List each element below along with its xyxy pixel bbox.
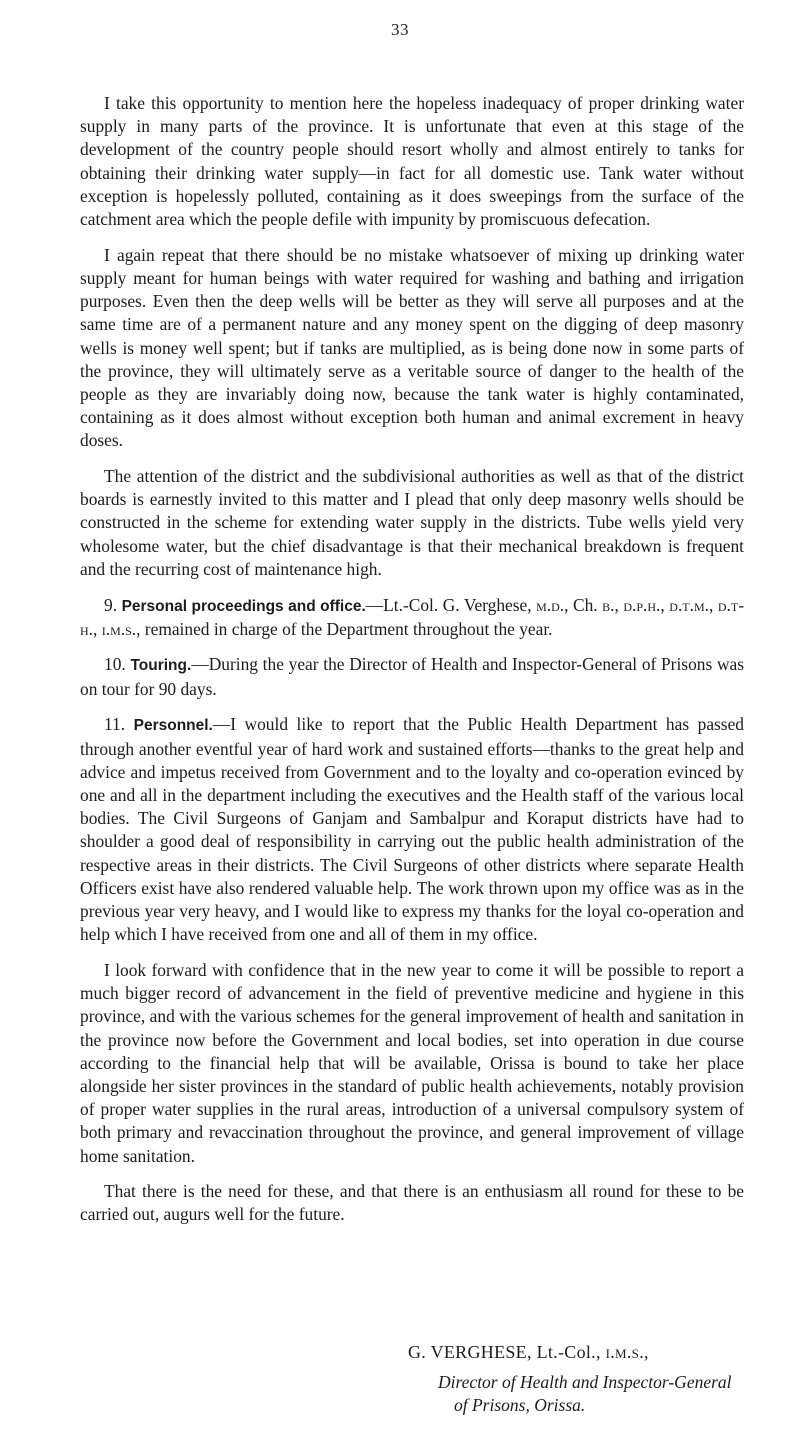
degree-abbreviation: d.t.m. <box>669 594 709 615</box>
section-text: , Ch. <box>564 594 603 615</box>
section-personal-proceedings <box>80 594 744 641</box>
section-touring <box>80 653 744 700</box>
paragraph-deep-wells: I again repeat that there should be no mistake whatsoever of mixing up drinking water supply meant for human beings with water required for washing and bathing and irrigation purposes. Even then the deep wells will be better as they will serve all purposes and at the same time are of a permanent nature and any money spent on the digging of deep masonry wells is money well spent; but if tanks are multiplied, as is being done now in some parts of the province, they will ultimately serve as a veritable source of danger to the health of the people as they are invariably doing now, because the tank water is highly contaminated, containing as it does almost without exception both human and animal excrement in heavy doses. <box>80 244 744 451</box>
paragraph-look-forward: I look forward with confidence that in the new year to come it will be possible to report a much bigger record of advancement in the field of preventive medicine and hygiene in this province, and with the various schemes for the general improvement of health and sanitation in the province now before the Government and local bodies, set into operation in due course according to the financial help that will be available, Orissa is bound to take her place alongside her sister provinces in the standard of public health achievements, notably provision of proper water supplies in the rural areas, introduction of a universal compulsory system of both primary and revaccination throughout the province, and general improvement of village home sanitation. <box>80 959 744 1166</box>
section-personnel <box>80 713 744 946</box>
degree-abbreviation: m.d. <box>536 594 565 615</box>
body-text <box>80 92 744 1227</box>
degree-abbreviation: d.p.h. <box>623 594 661 615</box>
section-text: , <box>614 594 624 615</box>
section-text: , <box>709 594 718 615</box>
degree-abbreviation: d.t-h. <box>80 594 744 639</box>
paragraph-need: That there is the need for these, and that there is an enthusiasm all round for these to be carried out, augurs well for the future. <box>80 1181 744 1225</box>
section-number: 9. <box>104 594 118 615</box>
section-heading: Touring. <box>130 657 192 675</box>
section-text: , remained in charge of the Department throughout the year. <box>136 618 553 639</box>
section-text: —I would like to report that the Public Health Department has passed through another eventful year of hard work and sustained efforts—thanks to the great help and advice and impetus received from Government and to the loyalty and co-operation evinced by one and all in the department including the executives and the Health staff of the various local bodies. The Civil Surgeons of Ganjam and Sambalpur and Koraput districts have had to shoulder a good deal of responsibility in carrying out the public health administration of the respective areas in their districts. The Civil Surgeons of other districts where separate Health Officers exist have also rendered valuable help. The work thrown upon my office was as in the previous year very heavy, and I would like to express my thanks for the loyal co-operation and help which I have received from one and all of them in my office. <box>80 714 744 945</box>
section-text: , <box>93 618 102 639</box>
degree-abbreviation: i.m.s. <box>101 618 137 639</box>
section-text: —During the year the Director of Health and Inspector-General of Prisons was on tour for 90 days. <box>80 654 744 699</box>
paragraph-district-authorities: The attention of the district and the subdivisional authorities as well as that of the district boards is earnestly invited to this matter and I plead that only deep masonry wells should be constructed in the scheme for extending water supply in the districts. Tube wells yield very wholesome water, but the chief disadvantage is that their mechanical breakdown is frequent and the recurring cost of maintenance high. <box>80 466 744 579</box>
signatory-place: of Prisons, Orissa. <box>454 1395 586 1415</box>
section-heading: Personnel. <box>133 717 213 735</box>
section-text: , <box>660 594 670 615</box>
section-text: —Lt.-Col. G. Verghese, <box>365 594 537 615</box>
section-number: 10. <box>104 654 126 675</box>
signatory-post-nominal: i.m.s. <box>605 1342 644 1362</box>
section-number: 11. <box>104 714 126 735</box>
signatory-name <box>408 1342 649 1363</box>
signatory-name-text: G. VERGHESE, Lt.-Col., <box>408 1342 606 1362</box>
signatory-name-tail: , <box>644 1342 649 1362</box>
paragraph-water-supply: I take this opportunity to mention here the hopeless inadequacy of proper drinking water supply in many parts of the province. It is unfortunate that even at this stage of the development of the country people should resort wholly and almost entirely to tanks for obtaining their drinking water supply—in fact for all domestic use. Tank water without exception is hopelessly polluted, containing as it does sweepings from the surface of the catchment area which the people defile with impunity by promiscuous defecation. <box>80 93 744 230</box>
page-number: 33 <box>391 20 409 39</box>
signatory-title: Director of Health and Inspector-General <box>438 1372 732 1392</box>
degree-abbreviation: b. <box>602 594 615 615</box>
section-heading: Personal proceedings and office. <box>121 597 366 615</box>
